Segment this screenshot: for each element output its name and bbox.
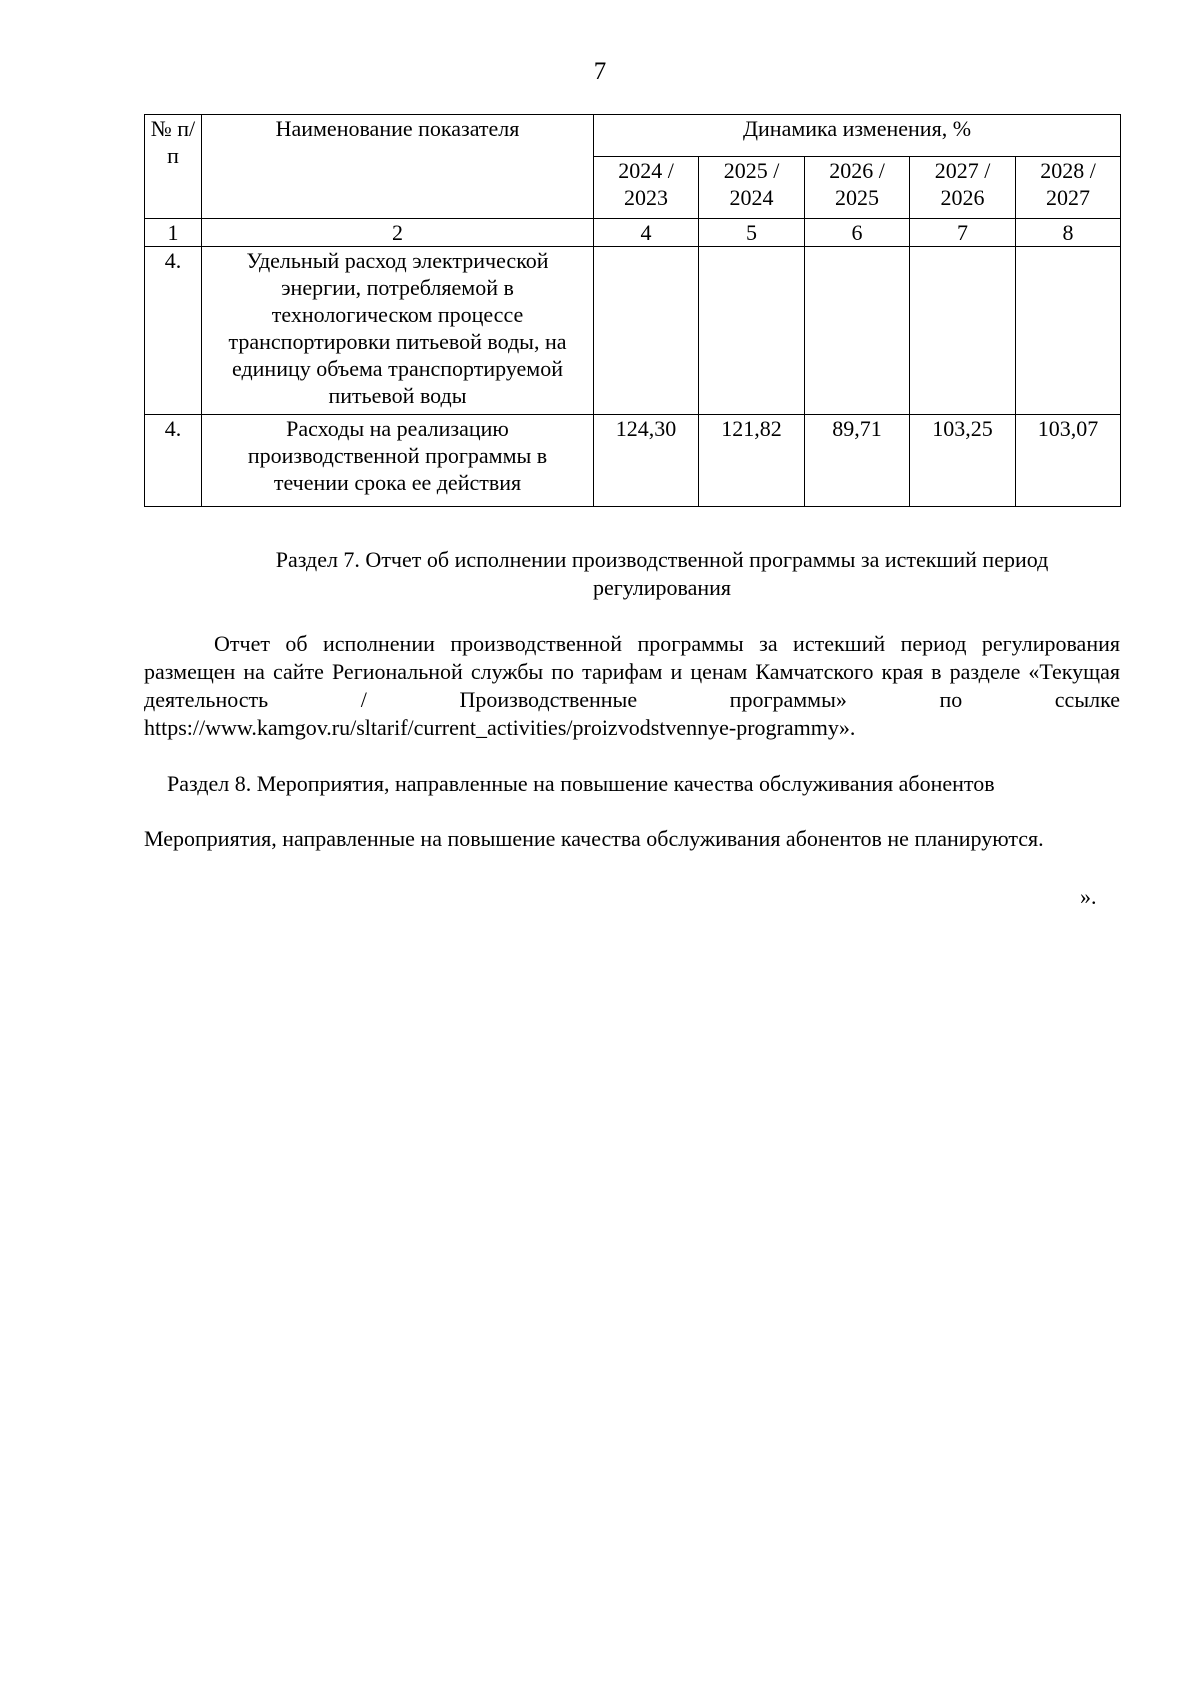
section7-paragraph [144, 630, 1120, 742]
page-number: 7 [593, 58, 607, 85]
closing-quote-mark: ». [1080, 884, 1097, 909]
row-value [910, 247, 1016, 415]
section7-link: https://www.kamgov.ru/sltarif/current_activities/proizvodstvennye-programmy». [144, 715, 856, 740]
row-value: 121,82 [699, 415, 805, 507]
header-period [910, 157, 1016, 219]
row-name: Расходы на реализацию производственной программы в течении срока ее действия [202, 415, 594, 507]
col-number: 8 [1016, 219, 1121, 247]
period-bottom: 2024 [729, 185, 774, 210]
period-top: 2025 / [723, 158, 780, 183]
period-bottom: 2025 [835, 185, 879, 210]
row-value [805, 247, 910, 415]
header-period [594, 157, 699, 219]
row-value: 103,25 [910, 415, 1016, 507]
section8-paragraph: Мероприятия, направленные на повышение качества обслуживания абонентов не планируются. [144, 826, 1044, 851]
header-dynamics: Динамика изменения, % [594, 115, 1121, 157]
header-no: № п/п [145, 115, 202, 219]
period-top: 2027 / [934, 158, 991, 183]
period-top: 2028 / [1040, 158, 1096, 183]
period-bottom: 2027 [1046, 185, 1091, 210]
table-header-row [145, 115, 1121, 157]
period-bottom: 2023 [624, 185, 668, 210]
row-value: 89,71 [805, 415, 910, 507]
header-period [699, 157, 805, 219]
col-number: 1 [145, 219, 202, 247]
row-value [699, 247, 805, 415]
column-number-row [145, 219, 1121, 247]
row-value: 103,07 [1016, 415, 1121, 507]
section7-title: Раздел 7. Отчет об исполнении производственной программы за истекший период регулирования [275, 547, 1049, 600]
header-name: Наименование показателя [202, 115, 594, 219]
header-period [805, 157, 910, 219]
row-no: 4. [145, 415, 202, 507]
section7-paragraph-text: Отчет об исполнении производственной программы за истекший период регулирования размещен на сайте Региональной службы по тарифам и ценам Камчатского края в разделе «Текущая деятельность / Производственные программы» по ссылке [144, 631, 1120, 712]
col-number: 7 [910, 219, 1016, 247]
row-value [1016, 247, 1121, 415]
table-row [145, 415, 1121, 507]
period-top: 2024 / [618, 158, 674, 183]
table-row [145, 247, 1121, 415]
col-number: 4 [594, 219, 699, 247]
indicators-table [144, 114, 1121, 507]
row-name: Удельный расход электрической энергии, потребляемой в технологическом процессе транспортировки питьевой воды, на единицу объема транспортируемой питьевой воды [202, 247, 594, 415]
col-number: 6 [805, 219, 910, 247]
period-top: 2026 / [829, 158, 885, 183]
row-value [594, 247, 699, 415]
header-period [1016, 157, 1121, 219]
col-number: 5 [699, 219, 805, 247]
row-no: 4. [145, 247, 202, 415]
row-value: 124,30 [594, 415, 699, 507]
col-number: 2 [202, 219, 594, 247]
period-bottom: 2026 [940, 185, 985, 210]
section8-title: Раздел 8. Мероприятия, направленные на повышение качества обслуживания абонентов [167, 771, 995, 796]
